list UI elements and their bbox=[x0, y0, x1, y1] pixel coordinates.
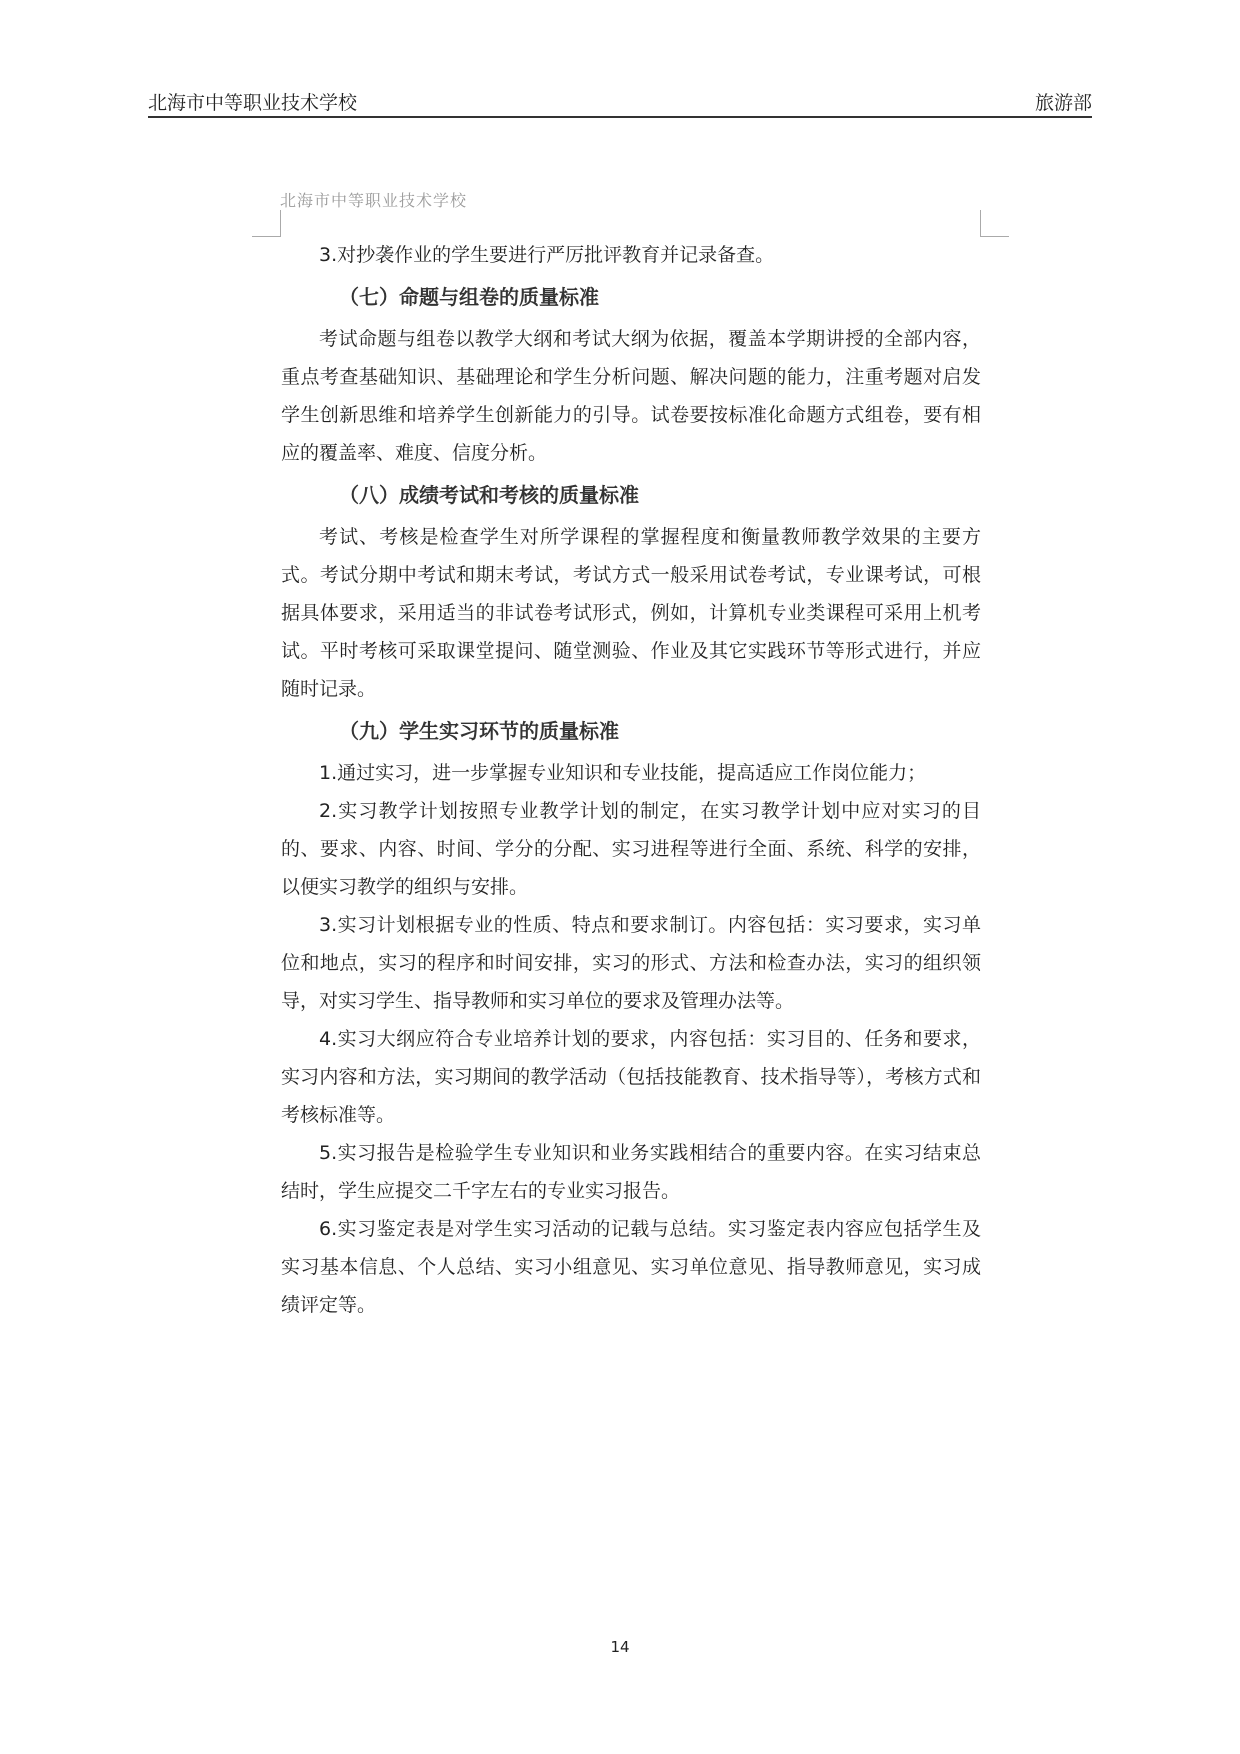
crop-mark-top-right bbox=[980, 210, 1009, 237]
header-department: 旅游部 bbox=[1034, 92, 1092, 114]
crop-mark-top-left bbox=[252, 210, 281, 237]
list-item-internship-6: 6.实习鉴定表是对学生实习活动的记载与总结。实习鉴定表内容应包括学生及实习基本信息、个人总结、实习小组意见、实习单位意见、指导教师意见，实习成绩评定等。 bbox=[281, 1218, 981, 1316]
paragraph-plagiarism: 3.对抄袭作业的学生要进行严厉批评教育并记录备查。 bbox=[319, 244, 775, 266]
header-school-name: 北海市中等职业技术学校 bbox=[148, 92, 358, 114]
list-item-internship-2: 2.实习教学计划按照专业教学计划的制定，在实习教学计划中应对实习的目的、要求、内容、时间、学分的分配、实习进程等进行全面、系统、科学的安排，以便实习教学的组织与安排。 bbox=[281, 800, 981, 898]
paragraph-exam-paper: 考试命题与组卷以教学大纲和考试大纲为依据，覆盖本学期讲授的全部内容，重点考查基础知识、基础理论和学生分析问题、解决问题的能力，注重考题对启发学生创新思维和培养学生创新能力的引导。试卷要按标准化命题方式组卷，要有相应的覆盖率、难度、信度分析。 bbox=[281, 328, 981, 464]
list-item-internship-4: 4.实习大纲应符合专业培养计划的要求，内容包括：实习目的、任务和要求，实习内容和方法，实习期间的教学活动（包括技能教育、技术指导等），考核方式和考核标准等。 bbox=[281, 1028, 981, 1126]
embedded-page-header: 北海市中等职业技术学校 bbox=[280, 191, 468, 210]
list-item-internship-5: 5.实习报告是检验学生专业知识和业务实践相结合的重要内容。在实习结束总结时，学生应提交二千字左右的专业实习报告。 bbox=[281, 1142, 981, 1202]
list-item-internship-1: 1.通过实习，进一步掌握专业知识和专业技能，提高适应工作岗位能力； bbox=[319, 762, 927, 784]
section-heading-8: （八）成绩考试和考核的质量标准 bbox=[339, 483, 639, 507]
section-heading-9: （九）学生实习环节的质量标准 bbox=[339, 719, 619, 743]
page-number: 14 bbox=[610, 1638, 630, 1656]
list-item-internship-3: 3.实习计划根据专业的性质、特点和要求制订。内容包括：实习要求，实习单位和地点，实习的程序和时间安排，实习的形式、方法和检查办法，实习的组织领导，对实习学生、指导教师和实习单位的要求及管理办法等。 bbox=[281, 914, 981, 1012]
page-header bbox=[148, 88, 1092, 118]
paragraph-exam-score: 考试、考核是检查学生对所学课程的掌握程度和衡量教师教学效果的主要方式。考试分期中考试和期末考试，考试方式一般采用试卷考试，专业课考试，可根据具体要求，采用适当的非试卷考试形式，例如，计算机专业类课程可采用上机考试。平时考核可采取课堂提问、随堂测验、作业及其它实践环节等形式进行，并应随时记录。 bbox=[281, 526, 981, 700]
section-heading-7: （七）命题与组卷的质量标准 bbox=[339, 285, 599, 309]
document-body bbox=[281, 236, 981, 1324]
